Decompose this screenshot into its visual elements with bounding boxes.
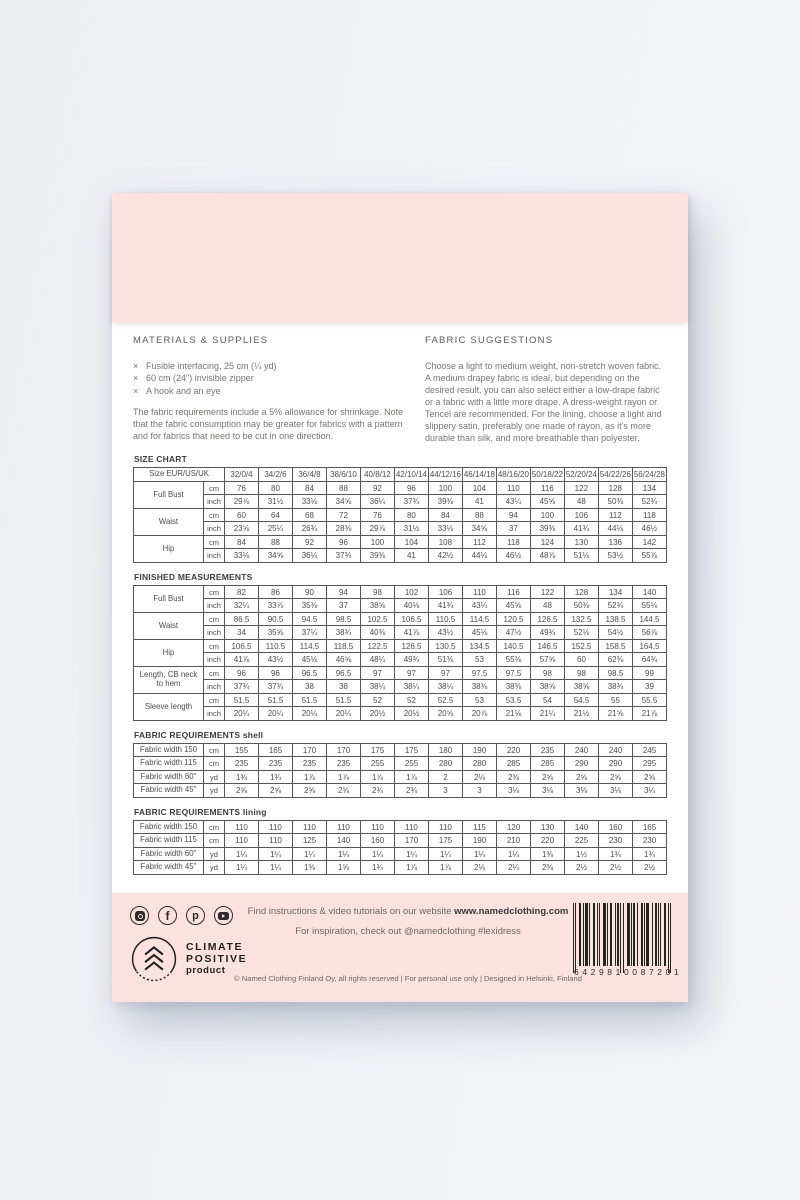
barcode <box>573 903 683 977</box>
fabric-suggestions-section <box>425 335 667 444</box>
climate-line3: product <box>186 965 226 976</box>
copyright-line: © Named Clothing Finland Oy, all rights reserved | For personal use only | Designed in Helsinki, Finland <box>234 974 582 983</box>
fabric-requirements-shell-title: FABRIC REQUIREMENTS shell <box>134 729 264 740</box>
fabric-requirements-lining-title: FABRIC REQUIREMENTS lining <box>134 806 267 817</box>
size-chart-table <box>133 467 667 563</box>
materials-title: MATERIALS & SUPPLIES <box>133 335 269 346</box>
footer-line1 <box>238 907 578 917</box>
finished-measurements-title: FINISHED MEASUREMENTS <box>134 571 253 582</box>
barcode-bars-icon <box>573 903 671 973</box>
fabric-requirements-lining-table-grid: Fabric width 150 cm 110 110 110 110 110 110 110 115 120 130 140 160 165 Fabric width 115 cm 110 110 125 140 160 170 175 190 210 220 225 230 230 Fabric width 60" yd 1¼ 1¼ 1¼ 1¼ 1¼ 1¼ 1¼ 1¼ 1¼ 1⅜ 1½ 1¾ 1¾ Fabric width 45" yd 1¼ 1¼ 1⅜ 1⅝ 1¾ 1⅞ 1⅞ 2⅛ 2¼ 2⅜ 2½ 2½ 2½ <box>133 820 667 875</box>
size-chart-table-grid: Size EUR/US/UK 32/0/4 34/2/6 36/4/8 38/6/10 40/8/12 42/10/14 44/12/16 46/14/18 48/16/20 50/18/22 52/20/24 54/22/26 56/24/28 Full Bust cm 76 80 84 88 92 96 100 104 110 116 122 128 134 inch 29⅞ 31½ 33⅛ 34⅝ 36¼ 37¾ 39⅜ 41 43¼ 45⅝ 48 50⅜ 52¾ Waist cm 60 64 68 72 76 80 84 88 94 100 106 112 118 inch 23⅝ 25¼ 26¾ 28⅜ 29⅞ 31½ 33⅛ 34⅝ 37 39⅜ 41¾ 44⅛ 46½ Hip cm 84 88 92 96 100 104 108 112 118 124 130 136 142 inch 33⅛ 34⅝ 36¼ 37¾ 39⅜ 41 42½ 44⅛ 46½ 48⅞ 51⅛ 53½ 55⅞ <box>133 467 667 563</box>
tables-area <box>112 454 688 875</box>
fabric-suggestions-title: FABRIC SUGGESTIONS <box>425 335 554 346</box>
top-sections <box>112 335 688 444</box>
youtube-icon <box>214 906 233 925</box>
instagram-icon <box>130 906 149 925</box>
envelope-content <box>112 335 688 884</box>
footer-line2: For inspiration, check out @namedclothing #lexidress <box>295 925 521 937</box>
pattern-envelope-back <box>112 193 688 1002</box>
materials-list-item: × A hook and an eye <box>133 385 221 396</box>
climate-line2: POSITIVE <box>186 952 248 965</box>
social-icons <box>130 906 233 925</box>
footer-message <box>238 907 578 937</box>
materials-list-item: × 60 cm (24") invisible zipper <box>133 373 254 384</box>
materials-list <box>133 360 405 397</box>
materials-note: The fabric requirements include a 5% allowance for shrinkage. Note that the fabric consumption may be greater for fabrics with a pattern and for fabrics that need to be cut in one direction. <box>133 407 404 442</box>
envelope-pink-footer <box>112 893 688 1002</box>
footer-website: www.namedclothing.com <box>454 906 569 917</box>
envelope-pink-header <box>112 193 688 323</box>
materials-section <box>133 335 405 444</box>
fabric-suggestions-body: Choose a light to medium weight, non-stretch woven fabric. A medium drapey fabric is ideal, but depending on the desired result, you can also select either a low-drape fabric or a fabric with a little more drape. A dress-weight rayon or Tencel are recommended. For the lining, choose a light and slippery satin, preferably one made of rayon, as it's more durable than silk, and more breathable than polyester. <box>425 361 662 444</box>
fabric-requirements-shell-table <box>133 743 667 798</box>
footer-line1-text: Find instructions & video tutorials on our website <box>247 906 455 917</box>
climate-badge-circle-icon <box>129 934 179 984</box>
facebook-icon <box>158 906 177 925</box>
climate-line1: CLIMATE <box>186 941 244 953</box>
fabric-requirements-shell-table-grid: Fabric width 150 cm 155 165 170 170 175 175 180 190 220 235 240 240 245 Fabric width 115 cm 235 235 235 235 255 255 280 280 285 285 290 290 295 Fabric width 60" yd 1¾ 1¾ 1⅞ 1⅞ 1⅞ 1⅞ 2 2⅛ 2⅜ 2⅝ 2⅝ 2⅝ 2⅝ Fabric width 45" yd 2⅝ 2⅝ 2⅝ 2⅝ 2¾ 2¾ 3 3 3⅛ 3⅛ 3⅛ 3⅛ 3¼ <box>133 743 667 798</box>
barcode-digits: 6429810087201 <box>574 967 683 977</box>
materials-list-item: × Fusible interfacing, 25 cm (¼ yd) <box>133 361 277 371</box>
size-chart-title: SIZE CHART <box>134 454 187 465</box>
climate-badge-text <box>186 942 247 976</box>
fabric-requirements-lining-table <box>133 820 667 875</box>
finished-measurements-table <box>133 585 667 721</box>
pinterest-icon <box>186 906 205 925</box>
finished-measurements-table-grid: Full Bust cm 82 86 90 94 98 102 106 110 116 122 128 134 140 inch 32¼ 33⅞ 35⅜ 37 38⅝ 40⅛ 41¾ 43¼ 45⅝ 48 50⅜ 52¾ 55⅛ Waist cm 86.5 90.5 94.5 98.5 102.5 106.5 110.5 114.5 120.5 126.5 132.5 138.5 144.5 inch 34 35⅝ 37¼ 38¾ 40⅜ 41⅞ 43½ 45⅛ 47½ 49¾ 52⅛ 54½ 56⅞ Hip cm 106.5 110.5 114.5 118.5 122.5 126.5 130.5 134.5 140.5 146.5 152.5 158.5 164.5 inch 41⅞ 43½ 45⅛ 46⅝ 48¼ 49¾ 51⅜ 53 55⅜ 57⅝ 60 62⅜ 64¾ Length, CB neck to hem cm 96 96 96.5 96.5 97 97 97 97.5 97.5 98 98 98.5 99 inch 37¾ 37¾ 38 38 38¼ 38¼ 38¼ 38⅜ 38⅜ 38⅝ 38⅝ 38¾ 39 Sleeve length cm 51.5 51.5 51.5 51.5 52 52 52.5 53 53.5 54 54.5 55 55.5 inch 20¼ 20¼ 20¼ 20¼ 20½ 20½ 20⅝ 20⅞ 21⅛ 21¼ 21½ 21⅝ 21⅞ <box>133 585 667 721</box>
